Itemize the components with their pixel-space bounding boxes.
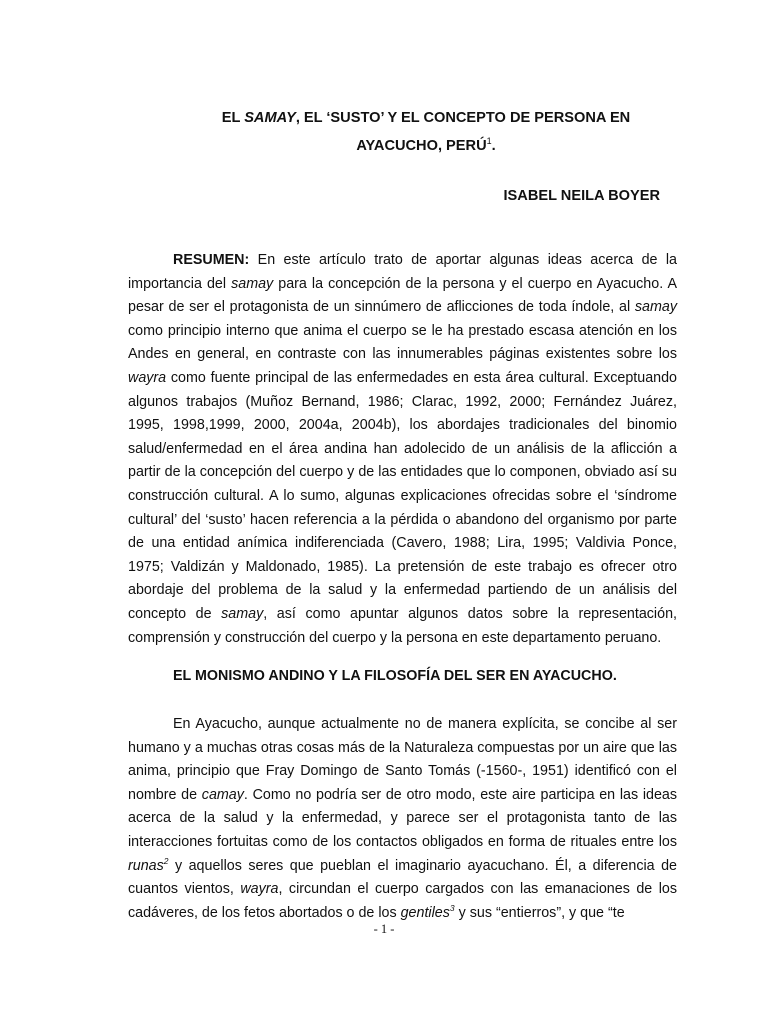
body-text: . Como no podría ser de otro modo, este aire participa en las ideas acerca de la salud y la enfermedad, y parece ser el protagonista tanto de las interacciones fortuitas como de los contactos obligados en forma de rituales entre los [128, 786, 677, 850]
abstract-text: , así como apuntar algunos datos sobre la representación, comprensión y construcción del cuerpo y la persona en este departamento peruano. [128, 605, 677, 646]
abstract-paragraph [128, 249, 677, 650]
body-paragraph [128, 713, 677, 925]
document-title [128, 104, 724, 160]
section-heading: EL MONISMO ANDINO Y LA FILOSOFÍA DEL SER EN AYACUCHO. [173, 668, 617, 684]
body-text: , circundan el cuerpo cargados con las emanaciones de los cadáveres, de los fetos abortados o de los [128, 881, 677, 921]
page-number: - 1 - [373, 922, 395, 936]
title-line2-end: . [491, 138, 496, 154]
footnote-marker[interactable]: 2 [163, 855, 169, 866]
abstract-text: para la concepción de la persona y el cuerpo en Ayacucho. A pesar de ser el protagonista de un sinnúmero de aflicciones de toda índole, al [128, 275, 677, 316]
author-name: ISABEL NEILA BOYER [503, 188, 660, 204]
abstract-italic-term: samay [221, 605, 264, 622]
body-text: y sus “entierros”, y que “te [454, 904, 625, 921]
abstract-italic-term: samay [634, 299, 677, 316]
abstract-text: En este artículo trato de aportar algunas ideas acerca de la importancia del [128, 252, 677, 292]
abstract-text: como principio interno que anima el cuerpo se le ha prestado escasa atención en los Andes en general, en contraste con las innumerables páginas existentes sobre los [128, 322, 677, 363]
abstract-label: RESUMEN: [173, 252, 250, 268]
abstract-italic-term: wayra [128, 369, 167, 386]
abstract-italic-term: samay [231, 275, 274, 292]
body-italic-term: camay [201, 786, 244, 803]
title-line2: AYACUCHO, PERÚ [356, 138, 487, 154]
title-text-rest: , EL ‘SUSTO’ Y EL CONCEPTO DE PERSONA EN [295, 110, 631, 126]
footnote-marker[interactable]: 3 [449, 902, 455, 913]
body-italic-term: gentiles [400, 904, 450, 921]
title-text-start: EL [221, 110, 245, 126]
body-italic-term: runas [128, 857, 164, 874]
body-italic-term: wayra [240, 881, 279, 898]
abstract-text: como fuente principal de las enfermedades en esta área cultural. Exceptuando algunos trabajos (Muñoz Bernand, 1986; Clarac, 1992, 2000; Fernández Juárez, 1995, 1998,1999, 2000, 2004a, 2004b), los abordajes tradicionales del binomio salud/enfermedad en el área andina han adolecido de un análisis de la aflicción a partir de la concepción del cuerpo y de las entidades que lo componen, obviado así su construcción cultural. A lo sumo, algunas explicaciones ofrecidas sobre el ‘síndrome cultural’ del ‘susto’ hacen referencia a la pérdida o abandono del organismo por parte de una entidad anímica indiferenciada (Cavero, 1988; Lira, 1995; Valdivia Ponce, 1975; Valdizán y Maldonado, 1985). La pretensión de este trabajo es ofrecer otro abordaje del problema de la salud y la enfermedad partiendo de un análisis del concepto de [128, 369, 677, 622]
title-italic-samay: SAMAY [244, 110, 296, 126]
title-footnote-marker[interactable]: 1 [486, 136, 492, 147]
body-text: En Ayacucho, aunque actualmente no de manera explícita, se concibe al ser humano y a muchas otras cosas más de la Naturaleza compuestas por un aire que las anima, principio que Fray Domingo de Santo Tomás (-1560-, 1951) identificó con el nombre de [128, 716, 677, 803]
body-text: y aquellos seres que pueblan el imaginario ayacuchano. Él, a diferencia de cuantos vientos, [128, 857, 677, 898]
